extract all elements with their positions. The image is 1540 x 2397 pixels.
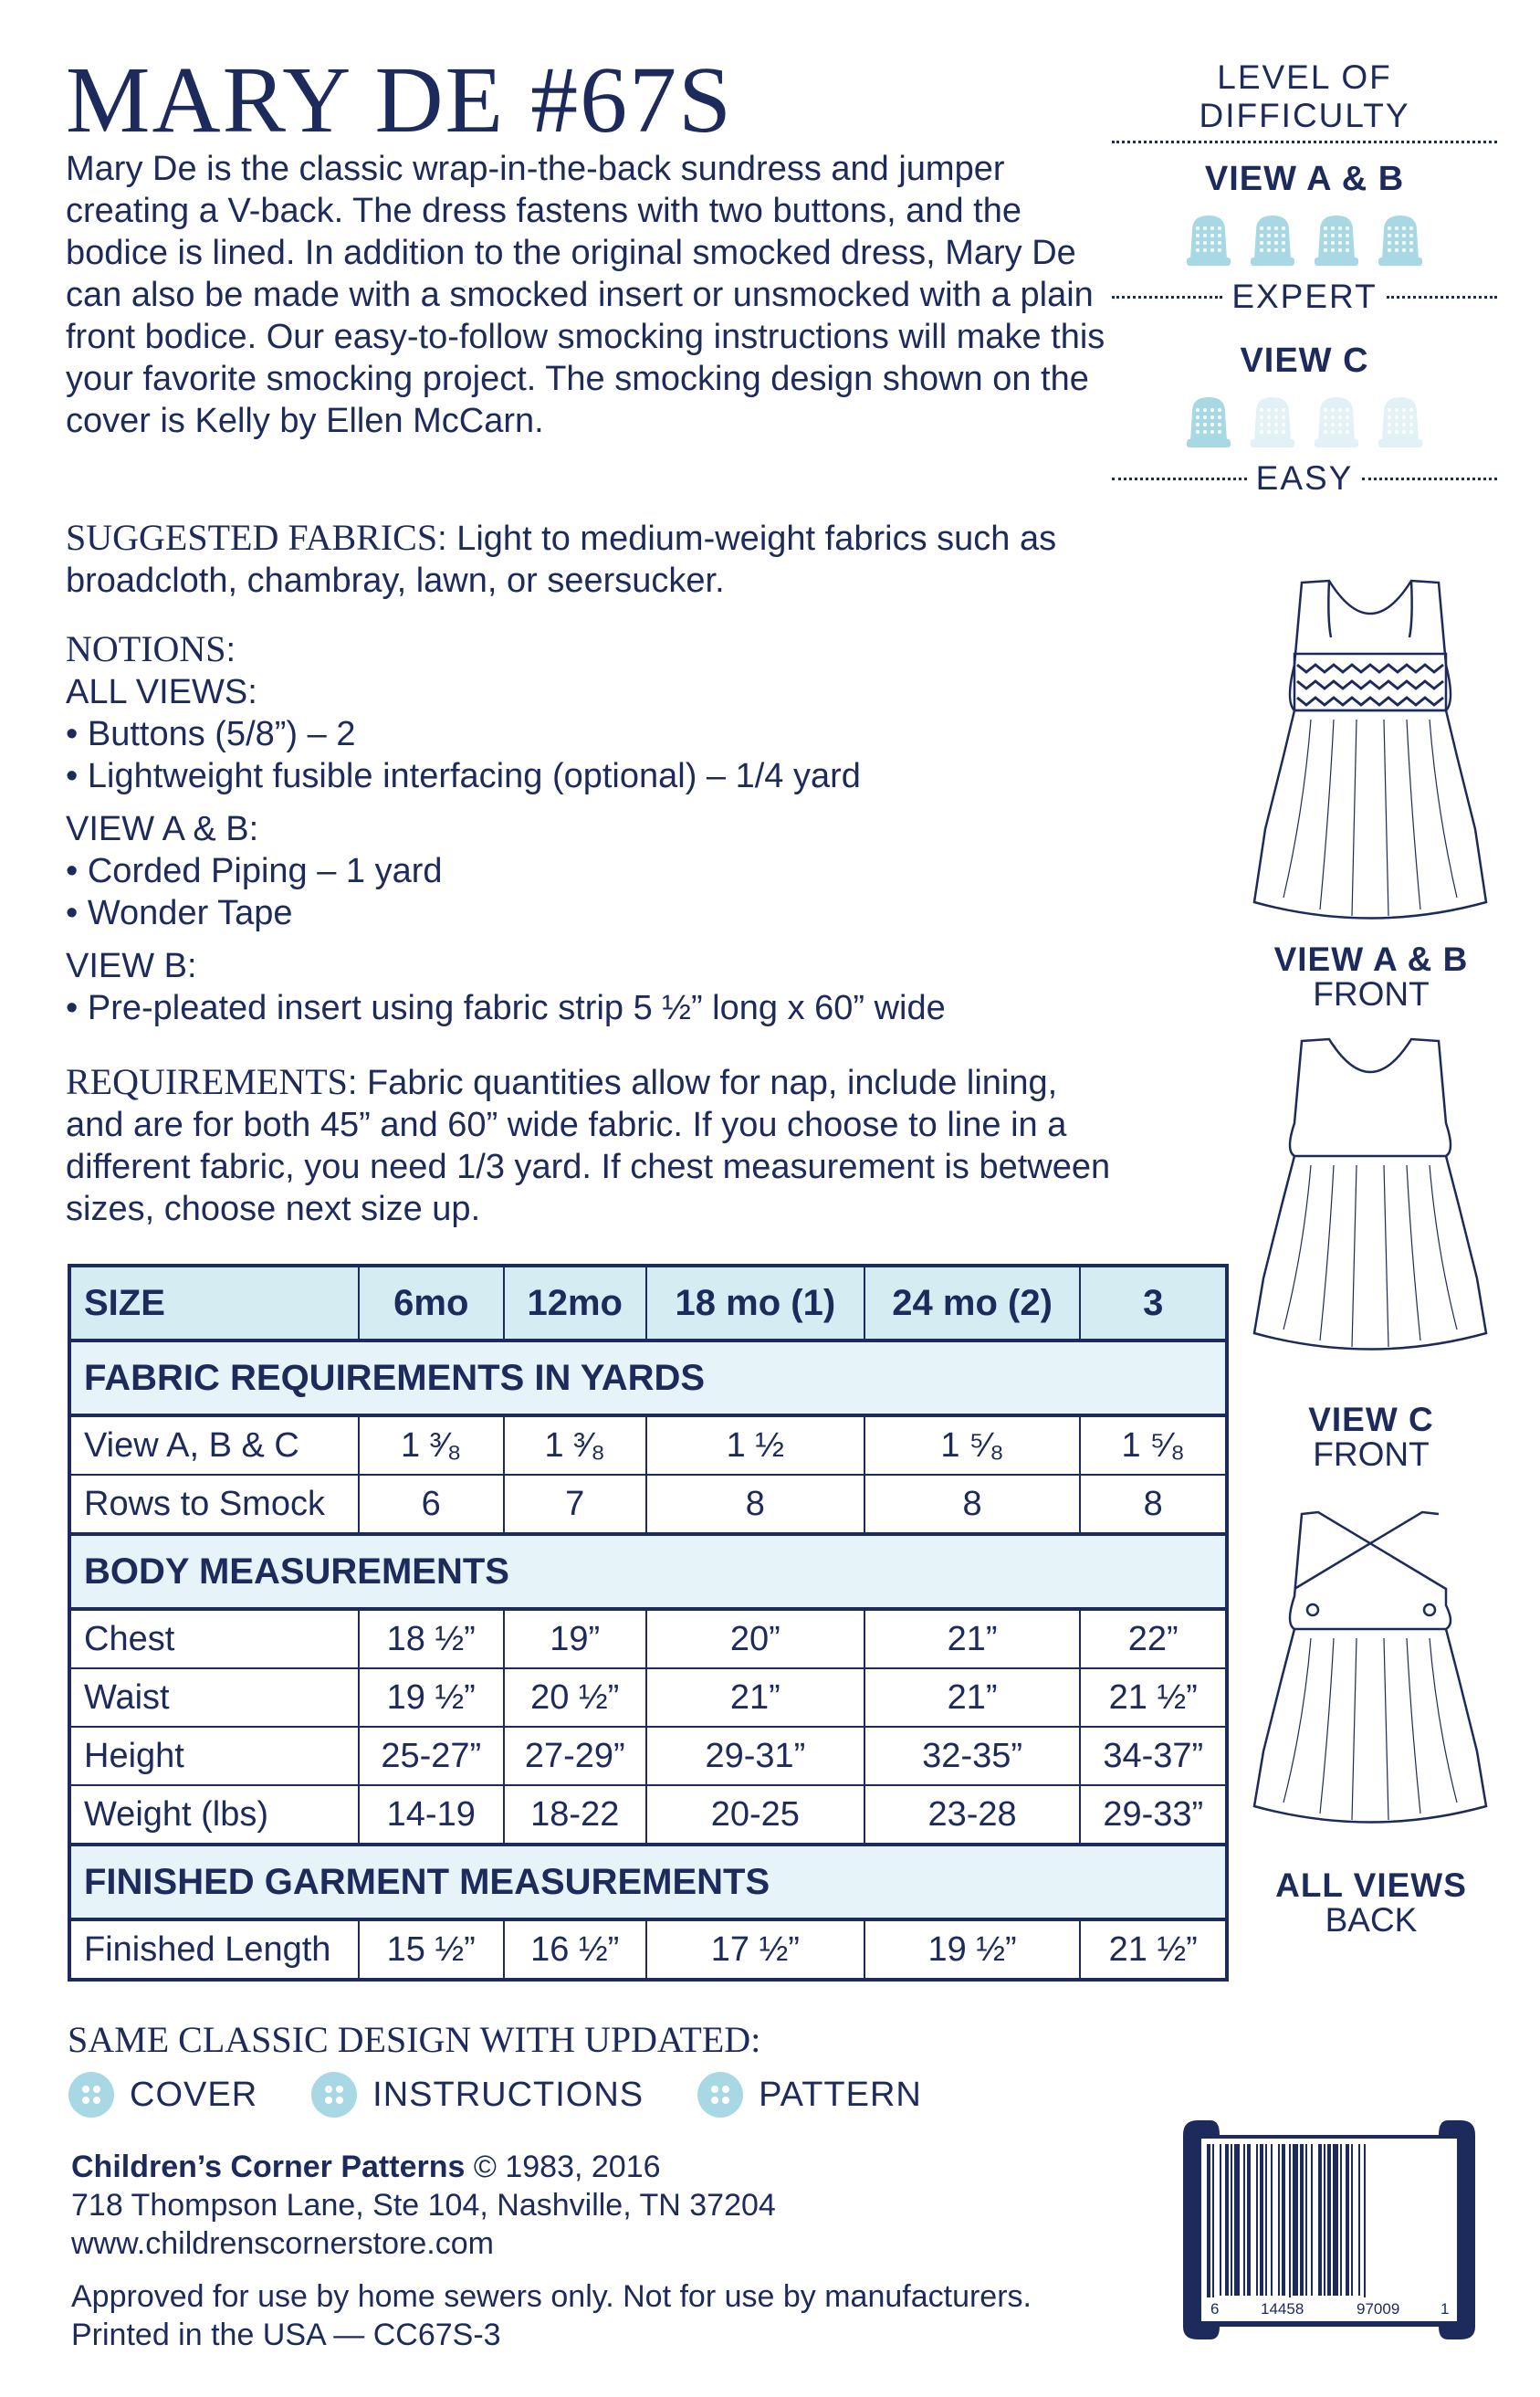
barcode-bar [1289,2144,1291,2307]
notions-group-title: VIEW B: [66,947,197,985]
table-cell: 19 ½” [864,1919,1081,1980]
garment-caption-title: ALL VIEWS [1275,1866,1467,1904]
notions-item: • Corded Piping – 1 yard [66,852,443,890]
approval-notice [71,2277,1032,2354]
table-cell: 1 ³⁄₈ [504,1415,646,1475]
table-section-row [69,1845,1227,1919]
suggested-fabrics-text: : Light to medium-weight fabrics such as broadcloth, chambray, lawn, or seersucker. [66,520,1057,600]
thimble-icon [1247,210,1298,268]
table-cell: 1 ³⁄₈ [359,1415,504,1475]
table-cell: 6 [359,1475,504,1534]
barcode-digit-left: 6 [1210,2300,1220,2318]
table-section-row [69,1340,1227,1415]
updated-colon: : [750,2019,761,2060]
table-header-cell: 24 mo (2) [864,1266,1081,1340]
updated-item-label: PATTERN [759,2075,922,2114]
garment-caption-title: VIEW C [1308,1401,1434,1438]
garment-caption-sub: FRONT [1313,975,1430,1013]
notions-group-title: ALL VIEWS: [66,673,257,711]
table-header-cell: SIZE [69,1266,359,1340]
thimble-rating [1112,210,1497,268]
table-cell: 20 ½” [504,1668,646,1727]
garment-caption [1234,1868,1508,1938]
table-header-cell: 3 [1080,1266,1227,1340]
table-cell: 1 ⁵⁄₈ [864,1415,1081,1475]
barcode-digits-group1: 14458 [1261,2300,1304,2318]
publisher-address: 718 Thompson Lane, Ste 104, Nashville, TN 37204 [71,2188,776,2223]
updated-item [697,2071,922,2118]
suggested-fabrics-label: SUGGESTED FABRICS [66,517,438,558]
table-cell: 17 ½” [646,1919,864,1980]
notions-group-title: VIEW A & B: [66,810,259,848]
notions-item: • Buttons (5/8”) – 2 [66,715,356,753]
table-cell: 23-28 [864,1785,1081,1845]
dress-front-smocked-illustration [1247,573,1493,930]
difficulty-view-label: VIEW A & B [1204,160,1405,198]
table-section-title: FABRIC REQUIREMENTS IN YARDS [69,1340,1227,1415]
barcode-bar [1351,2144,1353,2296]
dress-back-illustration [1247,1505,1493,1834]
garment-caption-title: VIEW A & B [1273,941,1469,978]
garment-caption [1234,1403,1508,1472]
difficulty-title: LEVEL OF DIFFICULTY [1112,58,1497,143]
barcode-digits-group2: 97009 [1357,2300,1400,2318]
table-row-label: Finished Length [69,1919,359,1980]
difficulty-level-text: EXPERT [1231,278,1378,315]
notions-section [66,628,1116,1029]
table-cell: 8 [646,1475,864,1534]
table-cell: 21 ½” [1080,1668,1227,1727]
table-row [69,1415,1227,1475]
table-cell: 34-37” [1080,1727,1227,1785]
table-cell: 27-29” [504,1727,646,1785]
barcode-bar [1271,2144,1273,2296]
table-cell: 19 ½” [359,1668,504,1727]
barcode-bar [1346,2144,1349,2296]
table-cell: 21” [646,1668,864,1727]
table-cell: 14-19 [359,1785,504,1845]
thimble-icon [1183,392,1234,450]
table-header-cell: 12mo [504,1266,646,1340]
garment-caption-sub: FRONT [1313,1435,1430,1473]
table-row-label: Height [69,1727,359,1785]
thimble-rating [1112,392,1497,450]
button-icon [68,2071,115,2118]
requirements-label: REQUIREMENTS [66,1061,348,1102]
table-section-row [69,1534,1227,1609]
table-row [69,1785,1227,1845]
barcode-bar [1265,2144,1267,2296]
table-cell: 21” [864,1609,1081,1668]
barcode-bar [1225,2144,1229,2296]
table-row-label: Waist [69,1668,359,1727]
barcode-bar [1220,2144,1221,2296]
table-cell: 16 ½” [504,1919,646,1980]
table-cell: 21 ½” [1080,1919,1227,1980]
barcode-bar [1324,2144,1325,2296]
difficulty-level [1112,459,1497,498]
table-cell: 20-25 [646,1785,864,1845]
barcode-bar [1293,2144,1298,2296]
requirements-text: : Fabric quantities allow for nap, include lining, and are for both 45” and 60” wide fabric. If you choose to line in a different fabric, you need 1/3 yard. If chest measurement is between sizes, choose next size up. [66,1064,1111,1228]
barcode-bar [1358,2144,1360,2296]
thimble-icon [1183,210,1234,268]
barcode-bar [1282,2144,1285,2296]
updated-item [68,2071,257,2118]
publisher-info [71,2148,776,2263]
updated-label: SAME CLASSIC DESIGN WITH UPDATED [68,2019,751,2060]
barcode-bar [1278,2144,1280,2296]
updated-item [310,2071,644,2118]
barcode-bar [1260,2144,1263,2296]
table-header-cell: 18 mo (1) [646,1266,864,1340]
table-cell: 20” [646,1609,864,1668]
table-cell: 8 [1080,1475,1227,1534]
approval-line: Approved for use by home sewers only. Not for use by manufacturers. [71,2279,1032,2314]
table-cell: 22” [1080,1609,1227,1668]
thimble-icon [1375,392,1426,450]
barcode-bar [1234,2144,1240,2296]
suggested-fabrics [66,517,1116,602]
table-row [69,1919,1227,1980]
table-row-label: Weight (lbs) [69,1785,359,1845]
barcode-bar [1318,2144,1322,2296]
difficulty-view-label: VIEW C [1240,342,1369,380]
notions-item: • Pre-pleated insert using fabric strip 5 ½” long x 60” wide [66,989,946,1027]
barcode-bar [1212,2144,1214,2307]
updated-item-label: INSTRUCTIONS [372,2075,644,2114]
updated-item-label: COVER [130,2075,258,2114]
notions-item: • Wonder Tape [66,894,293,932]
table-section-title: FINISHED GARMENT MEASUREMENTS [69,1845,1227,1919]
table-cell: 25-27” [359,1727,504,1785]
garment-caption [1234,942,1508,1012]
table-row [69,1609,1227,1668]
barcode-bar [1305,2144,1307,2296]
thimble-icon [1311,392,1362,450]
table-section-title: BODY MEASUREMENTS [69,1534,1227,1609]
barcode-bar [1231,2144,1232,2296]
publisher-website[interactable]: www.childrenscornerstore.com [71,2226,494,2261]
table-cell: 15 ½” [359,1919,504,1980]
difficulty-level [1112,278,1497,316]
barcode-bar [1311,2144,1313,2296]
notions-item: • Lightweight fusible interfacing (optional) – 1/4 yard [66,757,861,795]
table-header-cell: 6mo [359,1266,504,1340]
table-cell: 18 ½” [359,1609,504,1668]
updated-items [68,2071,975,2118]
thimble-icon [1375,210,1426,268]
notions-colon: : [225,631,236,669]
barcode-bar [1300,2144,1304,2296]
publisher-copyright: © 1983, 2016 [465,2150,661,2184]
notions-label: NOTIONS [66,628,226,669]
size-chart-table [68,1264,1229,1982]
table-header-row [69,1266,1227,1340]
barcode-digit-right: 1 [1440,2300,1450,2318]
barcode-bar [1256,2144,1258,2296]
barcode-bar [1364,2144,1366,2307]
table-row [69,1475,1227,1534]
table-cell: 29-31” [646,1727,864,1785]
thimble-icon [1247,392,1298,450]
barcode [1174,2117,1484,2343]
print-code: Printed in the USA — CC67S-3 [71,2318,501,2352]
barcode-bar [1243,2144,1245,2296]
table-cell: 8 [864,1475,1081,1534]
table-cell: 7 [504,1475,646,1534]
button-icon [697,2071,744,2118]
page-title: MARY DE #67S [66,47,733,152]
table-cell: 32-35” [864,1727,1081,1785]
table-cell: 1 ⁵⁄₈ [1080,1415,1227,1475]
table-cell: 21” [864,1668,1081,1727]
difficulty-level-text: EASY [1255,459,1354,497]
intro-paragraph: Mary De is the classic wrap-in-the-back sundress and jumper creating a V-back. The dress fastens with two buttons, and the bodice is lined. In addition to the original smocked dress, Mary De can also be made with a smocked insert or unsmocked with a plain front bodice. Our easy-to-follow smocking instructions will make this your favorite smocking project. The smocking design shown on the cover is Kelly by Ellen McCarn. [66,150,1105,440]
requirements [66,1061,1116,1230]
difficulty-panel [1112,58,1497,498]
table-cell: 19” [504,1609,646,1668]
table-row-label: Chest [69,1609,359,1668]
barcode-bar [1333,2144,1338,2296]
thimble-icon [1311,210,1362,268]
table-row [69,1668,1227,1727]
table-cell: 18-22 [504,1785,646,1845]
updated-heading [68,2018,760,2061]
table-cell: 1 ½ [646,1415,864,1475]
garment-caption-sub: BACK [1325,1901,1418,1939]
table-row-label: View A, B & C [69,1415,359,1475]
table-cell: 29-33” [1080,1785,1227,1845]
barcode-bar [1207,2144,1210,2307]
publisher-name: Children’s Corner Patterns [71,2150,466,2184]
button-icon [310,2071,358,2118]
dress-front-plain-illustration [1247,1032,1493,1361]
table-row [69,1727,1227,1785]
table-row-label: Rows to Smock [69,1475,359,1534]
barcode-bar [1340,2144,1342,2296]
barcode-bar [1247,2144,1251,2296]
barcode-bar [1327,2144,1331,2296]
